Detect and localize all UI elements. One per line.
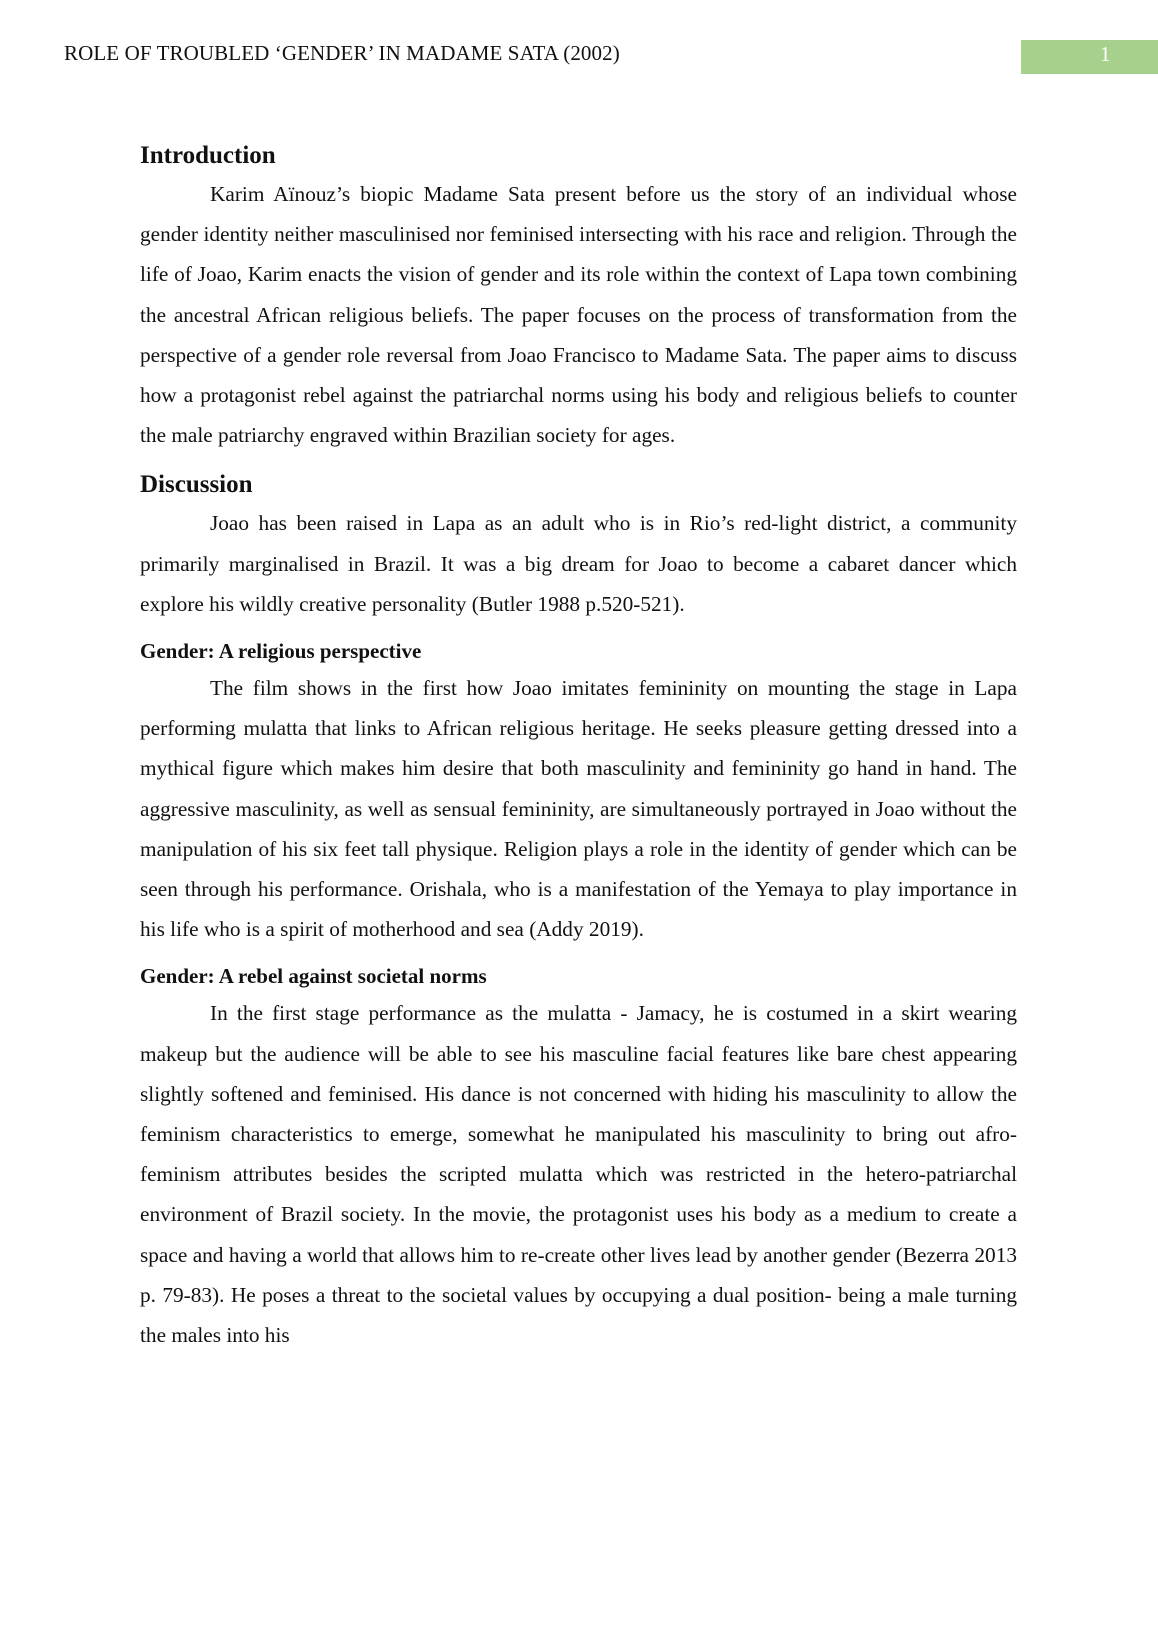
- rebel-norms-paragraph: In the first stage performance as the mulatta - Jamacy, he is costumed in a skirt wearing makeup but the audience will be able to see his masculine facial features like bare chest appearing slightly softened and feminised. His dance is not concerned with hiding his masculinity to allow the feminism characteristics to emerge, somewhat he manipulated his masculinity to bring out afro-feminism attributes besides the scripted mulatta which was restricted in the hetero-patriarchal environment of Brazil society. In the movie, the protagonist uses his body as a medium to create a space and having a world that allows him to re-create other lives lead by another gender (Bezerra 2013 p. 79-83). He poses a threat to the societal values by occupying a dual position- being a male turning the males into his: [140, 1001, 1017, 1348]
- introduction-section: [140, 138, 1017, 455]
- page-number: 1: [1100, 42, 1111, 66]
- spacer: [140, 949, 1017, 959]
- introduction-paragraph: Karim Aïnouz’s biopic Madame Sata present before us the story of an individual whose gender identity neither masculinised nor feminised intersecting with his race and religion. Through the life of Joao, Karim enacts the vision of gender and its role within the context of Lapa town combining the ancestral African religious beliefs. The paper focuses on the process of transformation from the perspective of a gender role reversal from Joao Francisco to Madame Sata. The paper aims to discuss how a protagonist rebel against the patriarchal norms using his body and religious beliefs to counter the male patriarchy engraved within Brazilian society for ages.: [140, 182, 1017, 448]
- spacer: [140, 624, 1017, 634]
- spacer: [140, 455, 1017, 467]
- introduction-heading: Introduction: [140, 142, 276, 169]
- discussion-paragraph: Joao has been raised in Lapa as an adult who is in Rio’s red-light district, a community primarily marginalised in Brazil. It was a big dream for Joao to become a cabaret dancer which explore his wildly creative personality (Butler 1988 p.520-521).: [140, 511, 1017, 616]
- page-number-box: [1021, 40, 1158, 74]
- running-header-title: ROLE OF TROUBLED ‘GENDER’ IN MADAME SATA (2002): [64, 41, 620, 65]
- religious-perspective-section: [140, 634, 1017, 949]
- rebel-norms-section: [140, 959, 1017, 1355]
- discussion-heading: Discussion: [140, 471, 253, 499]
- religious-perspective-heading: Gender: A religious perspective: [140, 639, 422, 664]
- document-body: [140, 138, 1017, 1355]
- discussion-section: [140, 467, 1017, 624]
- rebel-norms-heading: Gender: A rebel against societal norms: [140, 964, 487, 989]
- religious-perspective-paragraph: The film shows in the first how Joao imitates femininity on mounting the stage in Lapa performing mulatta that links to African religious heritage. He seeks pleasure getting dressed into a mythical figure which makes him desire that both masculinity and femininity go hand in hand. The aggressive masculinity, as well as sensual femininity, are simultaneously portrayed in Joao without the manipulation of his six feet tall physique. Religion plays a role in the identity of gender which can be seen through his performance. Orishala, who is a manifestation of the Yemaya to play importance in his life who is a spirit of motherhood and sea (Addy 2019).: [140, 676, 1017, 942]
